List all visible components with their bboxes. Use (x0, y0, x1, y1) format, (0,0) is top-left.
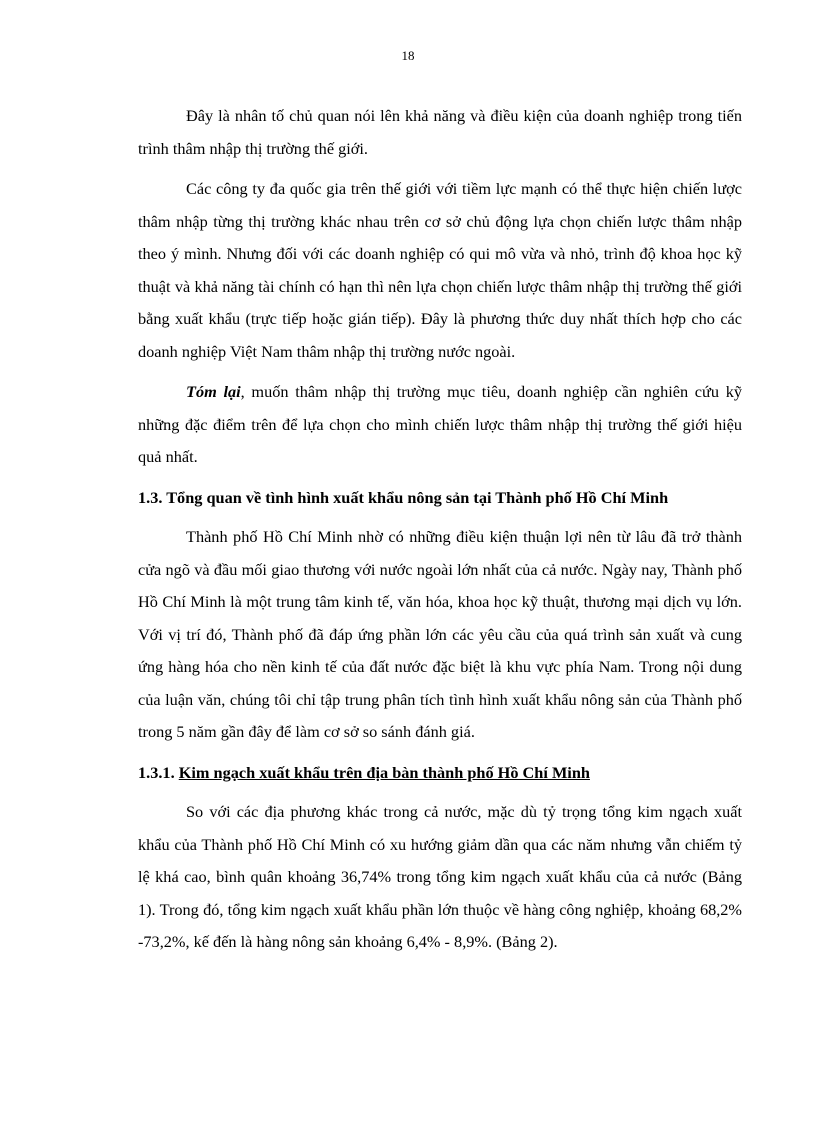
document-body (138, 100, 742, 959)
paragraph-summary (138, 376, 742, 474)
section-heading-1-3: 1.3. Tổng quan về tình hình xuất khẩu nông sản tại Thành phố Hồ Chí Minh (138, 487, 669, 507)
section-title: Kim ngạch xuất khẩu trên địa bàn thành phố Hồ Chí Minh (178, 762, 590, 782)
summary-lead: Tóm lại (186, 382, 241, 401)
summary-rest: , muốn thâm nhập thị trường mục tiêu, doanh nghiệp cần nghiên cứu kỹ những đặc điểm trên để lựa chọn cho mình chiến lược thâm nhập thị trường thế giới hiệu quả nhất. (138, 382, 742, 466)
section-number: 1.3.1. (138, 762, 175, 782)
page-number: 18 (401, 48, 415, 63)
paragraph-export-turnover: So với các địa phương khác trong cả nước, mặc dù tỷ trọng tổng kim ngạch xuất khẩu của Thành phố Hồ Chí Minh có xu hướng giảm dần qua các năm nhưng vẫn chiếm tỷ lệ khá cao, bình quân khoảng 36,74% trong tổng kim ngạch xuất khẩu của cả nước (Bảng 1). Trong đó, tổng kim ngạch xuất khẩu phần lớn thuộc về hàng công nghiệp, khoảng 68,2% -73,2%, kế đến là hàng nông sản khoảng 6,4% - 8,9%. (Bảng 2). (138, 802, 742, 951)
paragraph-hcmc-overview: Thành phố Hồ Chí Minh nhờ có những điều kiện thuận lợi nên từ lâu đã trở thành cửa ngõ và đầu mối giao thương với nước ngoài lớn nhất của cả nước. Ngày nay, Thành phố Hồ Chí Minh là một trung tâm kinh tế, văn hóa, khoa học kỹ thuật, thương mại dịch vụ lớn. Với vị trí đó, Thành phố đã đáp ứng phần lớn các yêu cầu của quá trình sản xuất và cung ứng hàng hóa cho nền kinh tế của đất nước đặc biệt là khu vực phía Nam. Trong nội dung của luận văn, chúng tôi chỉ tập trung phân tích tình hình xuất khẩu nông sản của Thành phố trong 5 năm gần đây để làm cơ sở so sánh đánh giá. (138, 527, 742, 741)
paragraph-subjective-factor: Đây là nhân tố chủ quan nói lên khả năng và điều kiện của doanh nghiệp trong tiến trình thâm nhập thị trường thế giới. (138, 106, 742, 158)
section-heading-1-3-1 (138, 757, 742, 790)
paragraph-multinational-strategy: Các công ty đa quốc gia trên thế giới với tiềm lực mạnh có thể thực hiện chiến lược thâm nhập từng thị trường khác nhau trên cơ sở chủ động lựa chọn chiến lược thâm nhập theo ý mình. Nhưng đối với các doanh nghiệp có qui mô vừa và nhỏ, trình độ khoa học kỹ thuật và khả năng tài chính có hạn thì nên lựa chọn chiến lược thâm nhập thị trường thế giới bằng xuất khẩu (trực tiếp hoặc gián tiếp). Đây là phương thức duy nhất thích hợp cho các doanh nghiệp Việt Nam thâm nhập thị trường nước ngoài. (138, 179, 742, 361)
